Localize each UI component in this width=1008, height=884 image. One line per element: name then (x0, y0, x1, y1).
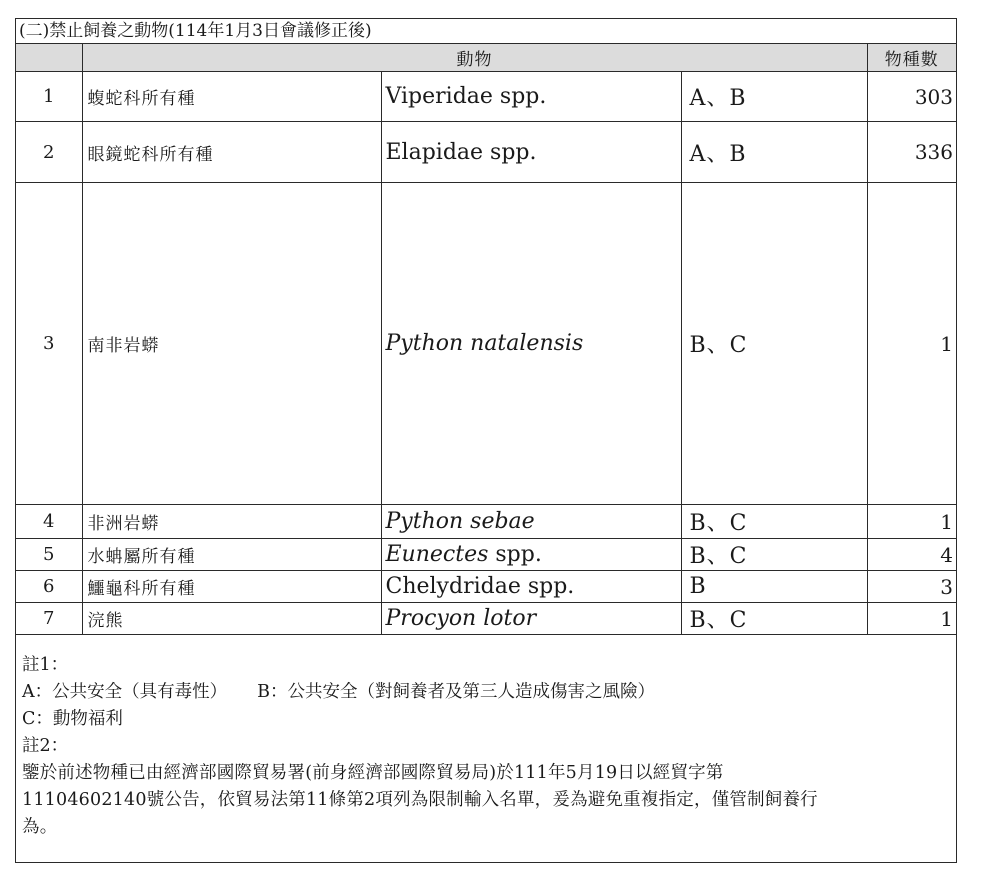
scientific-name (381, 183, 681, 505)
chinese-name: 蝮蛇科所有種 (82, 72, 381, 122)
chinese-name: 眼鏡蛇科所有種 (82, 122, 381, 183)
note2-line-3: 為。 (22, 817, 58, 837)
row-number: 2 (16, 122, 82, 183)
document-frame (15, 18, 957, 863)
scientific-name-plain: Elapidae spp. (385, 139, 537, 165)
note1-ab-line (22, 679, 947, 706)
row-number: 6 (16, 571, 82, 603)
header-number-cell (16, 44, 82, 72)
banned-animals-table (16, 44, 956, 635)
species-count: 1 (867, 505, 956, 539)
notes-section (22, 652, 947, 841)
row-number: 5 (16, 539, 82, 571)
table-row (16, 122, 956, 183)
note2-label: 註2： (22, 736, 69, 756)
note1-label: 註1： (22, 655, 69, 675)
species-count: 1 (867, 603, 956, 635)
scientific-name (381, 505, 681, 539)
chinese-name: 浣熊 (82, 603, 381, 635)
species-count: 336 (867, 122, 956, 183)
scientific-name (381, 122, 681, 183)
scientific-name-plain: Viperidae spp. (385, 84, 547, 109)
category: A、B (681, 122, 867, 183)
note1-a: A：公共安全（具有毒性） (22, 682, 228, 702)
species-count: 3 (867, 571, 956, 603)
table-row (16, 183, 956, 505)
table-row (16, 539, 956, 571)
scientific-name-plain: Chelydridae spp. (385, 574, 575, 599)
row-number: 3 (16, 183, 82, 505)
table-row (16, 571, 956, 603)
category: B、C (681, 183, 867, 505)
header-species-count: 物種數 (867, 44, 956, 72)
category: B (681, 571, 867, 603)
chinese-name: 非洲岩蟒 (82, 505, 381, 539)
header-animal: 動物 (82, 44, 867, 72)
scientific-name-italic: Python natalensis (385, 331, 584, 356)
chinese-name: 南非岩蟒 (82, 183, 381, 505)
row-number: 1 (16, 72, 82, 122)
note1-c: C：動物福利 (22, 709, 123, 729)
species-count: 4 (867, 539, 956, 571)
category: A、B (681, 72, 867, 122)
scientific-name (381, 72, 681, 122)
row-number: 7 (16, 603, 82, 635)
chinese-name: 鱷龜科所有種 (82, 571, 381, 603)
note2-line-1: 鑒於前述物種已由經濟部國際貿易署(前身經濟部國際貿易局)於111年5月19日以經貿字第 (22, 763, 724, 783)
category: B、C (681, 603, 867, 635)
table-header-row (16, 44, 956, 72)
species-count: 303 (867, 72, 956, 122)
note2-line-2: 11104602140號公告，依貿易法第11條第2項列為限制輸入名單，爰為避免重複指定，僅管制飼養行 (22, 790, 818, 810)
scientific-name-italic: Eunectes (385, 542, 489, 567)
scientific-name-plain: spp. (488, 542, 542, 567)
section-title: (二)禁止飼養之動物(114年1月3日會議修正後) (16, 19, 956, 44)
chinese-name: 水蚺屬所有種 (82, 539, 381, 571)
table-row (16, 603, 956, 635)
category: B、C (681, 539, 867, 571)
row-number: 4 (16, 505, 82, 539)
table-row (16, 505, 956, 539)
scientific-name (381, 603, 681, 635)
scientific-name (381, 539, 681, 571)
scientific-name-italic: Python sebae (385, 509, 535, 534)
table-row (16, 72, 956, 122)
note1-b: B：公共安全（對飼養者及第三人造成傷害之風險） (257, 682, 655, 702)
scientific-name-italic: Procyon lotor (385, 606, 537, 631)
scientific-name (381, 571, 681, 603)
category: B、C (681, 505, 867, 539)
species-count: 1 (867, 183, 956, 505)
